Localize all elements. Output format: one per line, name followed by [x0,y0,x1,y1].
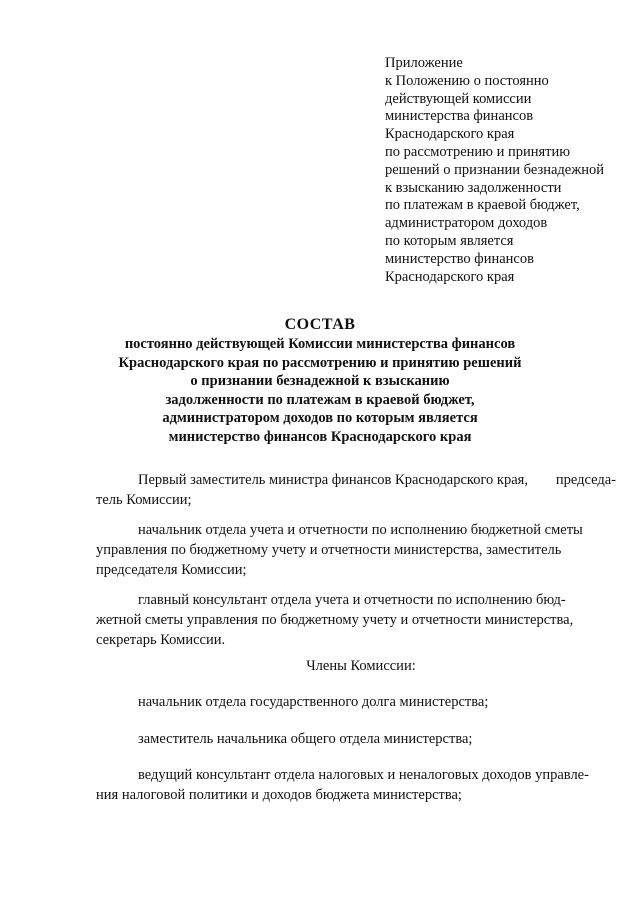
paragraph-chairman [96,470,616,510]
appendix-line: министерства финансов [385,108,534,125]
document-title [100,315,540,446]
appendix-line: решений о признании безнадежной [385,161,604,178]
paragraph-line: тель Комиссии; [96,492,192,508]
appendix-line: по рассмотрению и принятию [385,143,571,160]
member-item [96,729,616,749]
appendix-line: Приложение [385,55,463,71]
title-line: Краснодарского края по рассмотрению и принятию решений [118,354,522,371]
member-text: начальник отдела государственного долга министерства; [138,694,489,710]
paragraph-text: председа- [555,472,616,488]
member-item [96,765,616,805]
appendix-line: по которым является [385,232,514,249]
title-line: задолженности по платежам в краевой бюджет, [165,391,475,408]
paragraph-text: Первый заместитель министра финансов Краснодарского края, [138,472,528,488]
title-line: администратором доходов по которым является [162,410,478,426]
paragraph-line: управления по бюджетному учету и отчетности министерства, заместитель [96,542,562,558]
paragraph-secretary [96,590,616,650]
title-line: министерство финансов Краснодарского края [168,428,472,445]
paragraph-line: секретарь Комиссии. [96,632,226,648]
title-line: о признании безнадежной к взысканию [190,373,450,389]
title-main: СОСТАВ [284,316,356,333]
appendix-line: к взысканию задолженности [385,179,562,196]
appendix-line: к Положению о постоянно [385,72,549,89]
appendix-line: Краснодарского края [385,126,515,143]
members-heading: Члены Комиссии: [306,658,416,674]
appendix-header [385,55,630,286]
member-text: заместитель начальника общего отдела министерства; [138,731,473,747]
member-item [96,692,616,712]
title-subtitle [100,335,540,446]
paragraph-line: жетной сметы управления по бюджетному учету и отчетности министерства, [96,612,574,628]
paragraph-line [96,470,616,490]
title-line: постоянно действующей Комиссии министерства финансов [124,336,516,352]
member-text: ния налоговой политики и доходов бюджета министерства; [96,787,462,803]
appendix-line: действующей комиссии [385,90,532,107]
paragraph-deputy-chairman [96,520,616,580]
appendix-line: по платежам в краевой бюджет, [385,197,580,214]
appendix-line: Краснодарского края [385,268,515,285]
member-text: ведущий консультант отдела налоговых и неналоговых доходов управле- [138,767,589,783]
paragraph-line: председателя Комиссии; [96,562,247,578]
paragraph-line: начальник отдела учета и отчетности по исполнению бюджетной сметы [138,522,583,538]
appendix-line: министерство финансов [385,250,534,267]
appendix-line: администратором доходов [385,215,548,232]
paragraph-line: главный консультант отдела учета и отчетности по исполнению бюд- [138,592,566,608]
